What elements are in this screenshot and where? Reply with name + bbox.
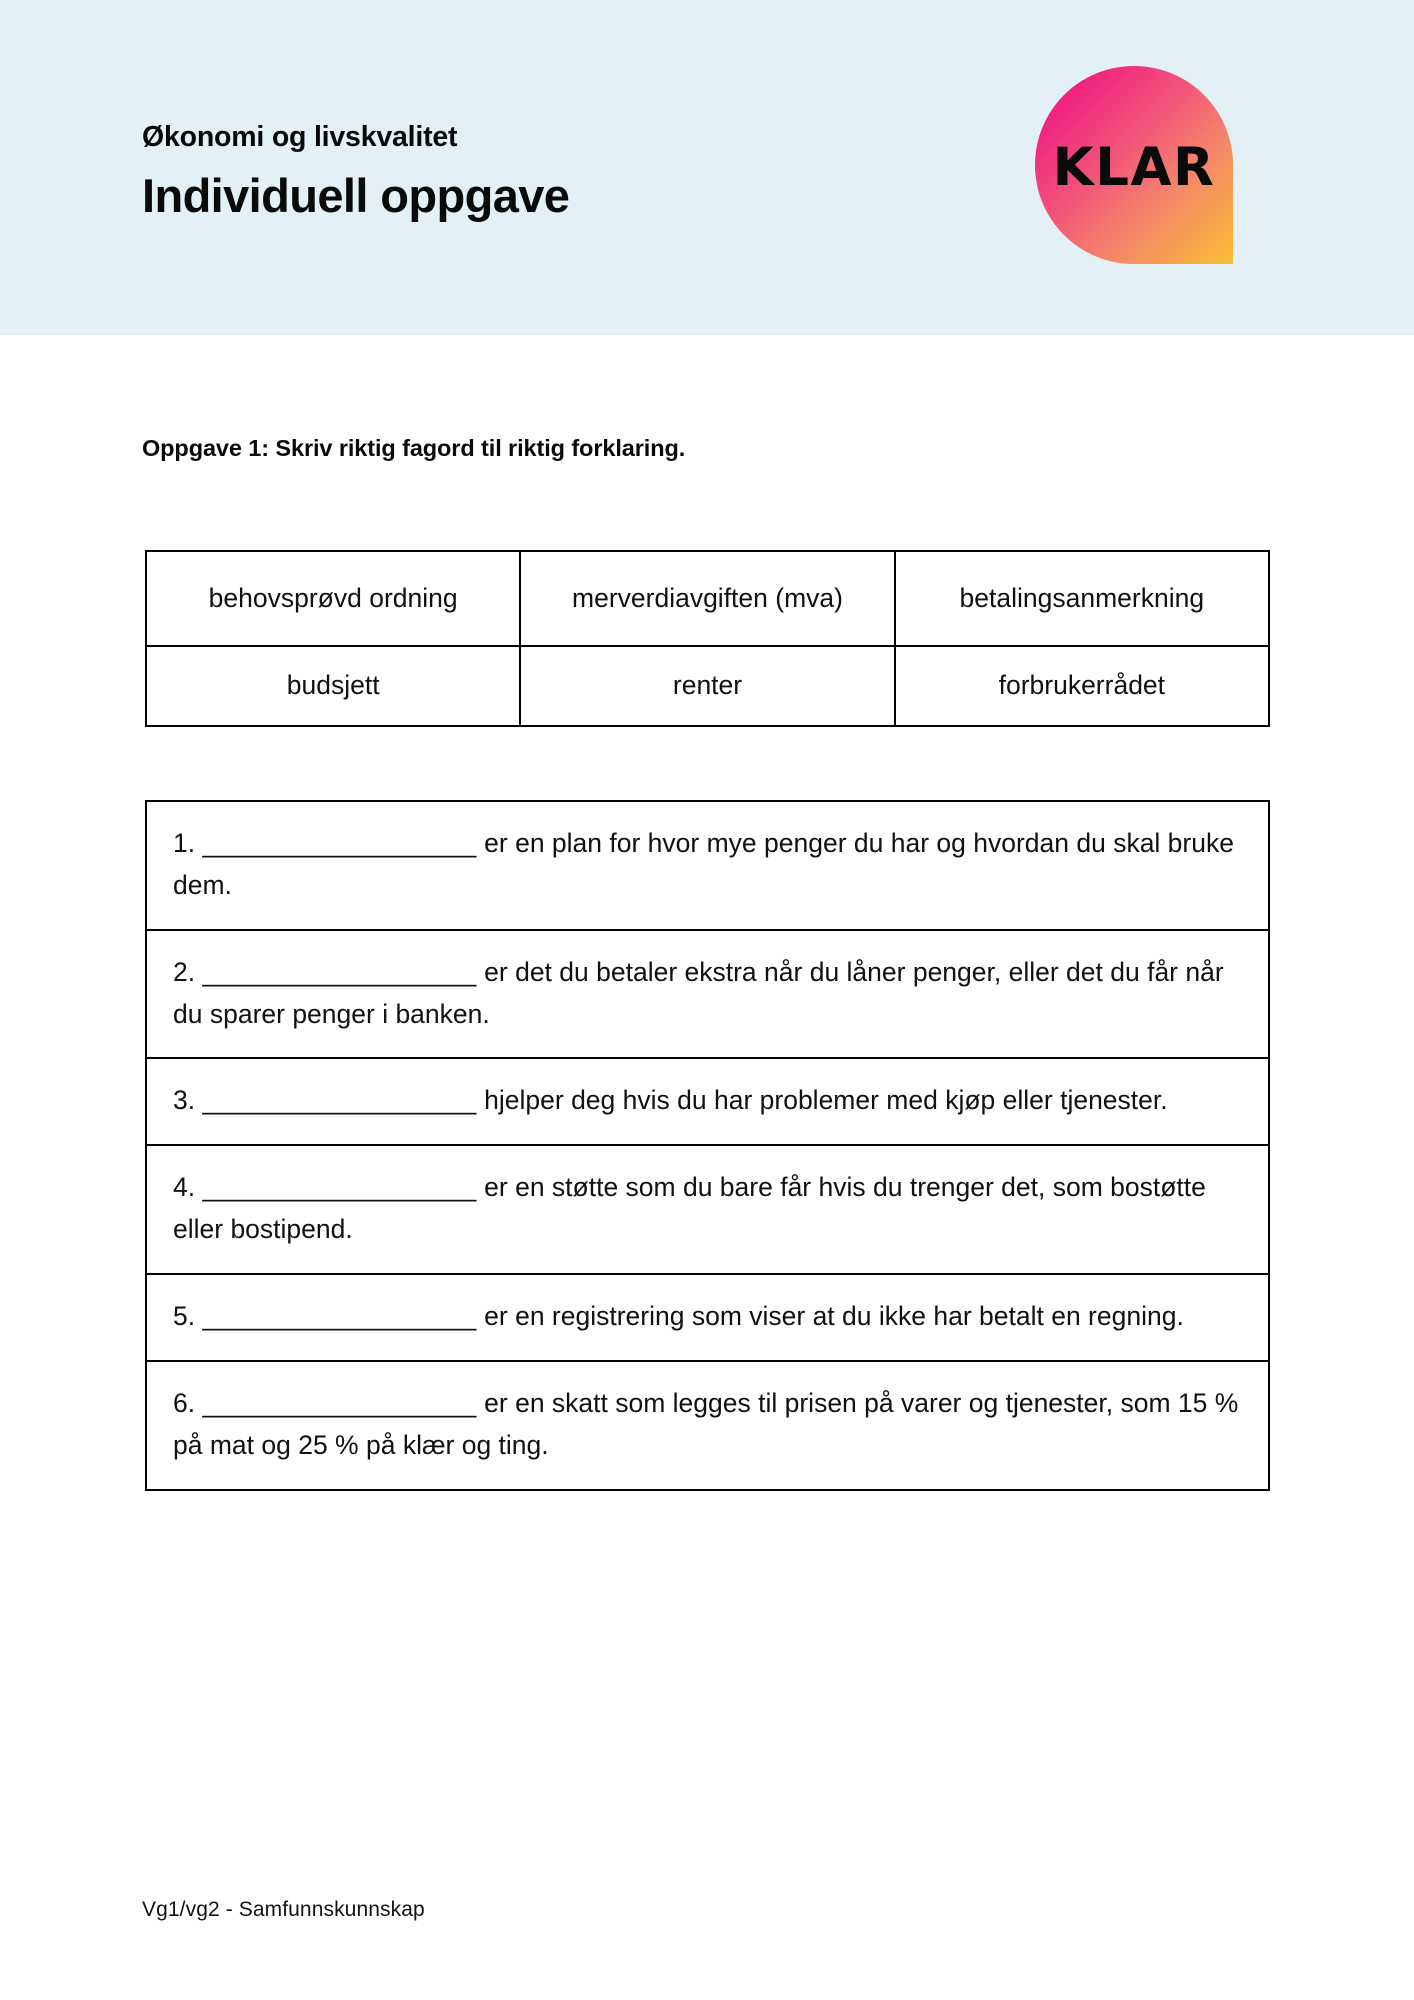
statement-number: 4. bbox=[173, 1172, 196, 1203]
wordbank-cell: budsjett bbox=[146, 646, 520, 726]
statement-row bbox=[147, 802, 1268, 931]
klar-logo bbox=[1035, 66, 1233, 264]
wordbank-cell: merverdiavgiften (mva) bbox=[520, 551, 894, 646]
klar-logo-label: KLAR bbox=[1052, 136, 1216, 198]
answer-blank[interactable]: __________________ bbox=[202, 1172, 477, 1203]
page-header-band bbox=[0, 0, 1414, 335]
header-eyebrow: Økonomi og livskvalitet bbox=[142, 121, 458, 153]
answer-blank[interactable]: __________________ bbox=[202, 1387, 477, 1418]
wordbank-cell: betalingsanmerkning bbox=[895, 551, 1269, 646]
statement-number: 5. bbox=[173, 1301, 196, 1332]
statement-text: er en plan for hvor mye penger du har og hvordan du skal bruke dem. bbox=[173, 828, 1234, 900]
statement-row bbox=[147, 1275, 1268, 1362]
answer-blank[interactable]: __________________ bbox=[202, 828, 477, 858]
statement-row bbox=[147, 1059, 1268, 1146]
wordbank-cell: forbrukerrådet bbox=[895, 646, 1269, 726]
statements-list bbox=[145, 800, 1270, 1491]
statement-text: er en registrering som viser at du ikke har betalt en regning. bbox=[484, 1301, 1184, 1332]
statement-number: 3. bbox=[173, 1085, 196, 1116]
statement-text: er en støtte som du bare får hvis du trenger det, som bostøtte eller bostipend. bbox=[173, 1172, 1206, 1245]
wordbank-cell: renter bbox=[520, 646, 894, 726]
wordbank-row bbox=[146, 646, 1269, 726]
statement-number: 1. bbox=[173, 828, 196, 858]
wordbank-table bbox=[145, 550, 1270, 727]
statement-text: er en skatt som legges til prisen på varer og tjenester, som 15 % på mat og 25 % på klær og ting. bbox=[173, 1387, 1239, 1460]
header-text-block bbox=[142, 120, 569, 225]
answer-blank[interactable]: __________________ bbox=[202, 956, 477, 987]
answer-blank[interactable]: __________________ bbox=[202, 1301, 477, 1332]
wordbank-cell: behovsprøvd ordning bbox=[146, 551, 520, 646]
page-footer: Vg1/vg2 - Samfunnskunnskap bbox=[142, 1898, 425, 1921]
answer-blank[interactable]: __________________ bbox=[202, 1085, 477, 1116]
statement-row bbox=[147, 1362, 1268, 1491]
page-title: Individuell oppgave bbox=[142, 169, 570, 223]
task-heading: Oppgave 1: Skriv riktig fagord til riktig forklaring. bbox=[142, 435, 686, 461]
wordbank-row bbox=[146, 551, 1269, 646]
statement-number: 6. bbox=[173, 1387, 196, 1418]
statement-text: er det du betaler ekstra når du låner penger, eller det du får når du sparer penger i banken. bbox=[173, 956, 1224, 1029]
statement-number: 2. bbox=[173, 956, 196, 987]
statement-text: hjelper deg hvis du har problemer med kjøp eller tjenester. bbox=[484, 1085, 1168, 1116]
statement-row bbox=[147, 931, 1268, 1060]
statement-row bbox=[147, 1146, 1268, 1275]
